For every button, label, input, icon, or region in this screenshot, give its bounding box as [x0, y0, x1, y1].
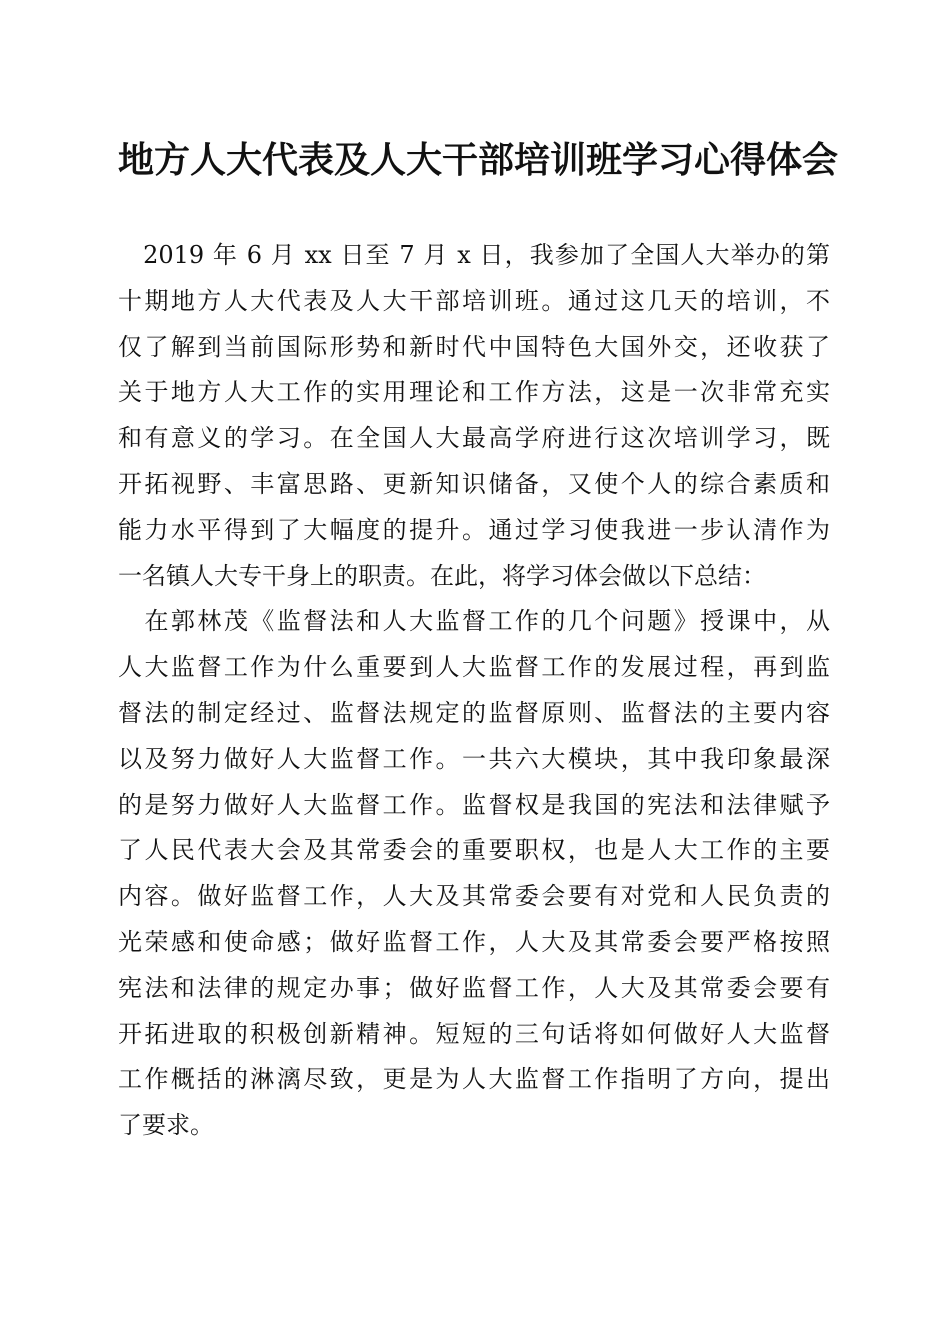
- text-line: 能力水平得到了大幅度的提升。通过学习使我进一步认清作为: [118, 515, 830, 544]
- document-title: 地方人大代表及人大干部培训班学习心得体会: [118, 139, 839, 181]
- text-line: 督法的制定经过、监督法规定的监督原则、监督法的主要内容: [118, 698, 830, 727]
- document-body: [118, 233, 830, 1149]
- text-line: 人大监督工作为什么重要到人大监督工作的发展过程，再到监: [118, 653, 830, 682]
- text-line: 的是努力做好人大监督工作。监督权是我国的宪法和法律赋予: [118, 790, 830, 819]
- text-line: 以及努力做好人大监督工作。一共六大模块，其中我印象最深: [118, 744, 830, 773]
- text-line: 和有意义的学习。在全国人大最高学府进行这次培训学习，既: [118, 424, 830, 453]
- text-line: 工作概括的淋漓尽致，更是为人大监督工作指明了方向，提出: [118, 1065, 830, 1094]
- text-line: 关于地方人大工作的实用理论和工作方法，这是一次非常充实: [118, 378, 830, 407]
- text-line: 开拓进取的积极创新精神。短短的三句话将如何做好人大监督: [118, 1019, 830, 1048]
- text-line: 2019 年 6 月 xx 日至 7 月 x 日，我参加了全国人大举办的第: [118, 241, 830, 269]
- text-line: 一名镇人大专干身上的职责。在此，将学习体会做以下总结：: [118, 561, 766, 590]
- paragraph-1: [118, 233, 830, 599]
- text-line: 仅了解到当前国际形势和新时代中国特色大国外交，还收获了: [118, 332, 830, 361]
- text-line: 十期地方人大代表及人大干部培训班。通过这几天的培训，不: [118, 286, 830, 315]
- text-line: 宪法和法律的规定办事；做好监督工作，人大及其常委会要有: [118, 973, 830, 1002]
- paragraph-2: [118, 599, 830, 1149]
- text-line: 在郭林茂《监督法和人大监督工作的几个问题》授课中，从: [118, 607, 830, 636]
- text-line: 了要求。: [118, 1111, 214, 1140]
- text-line: 开拓视野、丰富思路、更新知识储备，又使个人的综合素质和: [118, 469, 830, 498]
- text-line: 了人民代表大会及其常委会的重要职权，也是人大工作的主要: [118, 836, 830, 865]
- text-line: 光荣感和使命感；做好监督工作，人大及其常委会要严格按照: [118, 927, 830, 956]
- text-line: 内容。做好监督工作，人大及其常委会要有对党和人民负责的: [118, 882, 830, 911]
